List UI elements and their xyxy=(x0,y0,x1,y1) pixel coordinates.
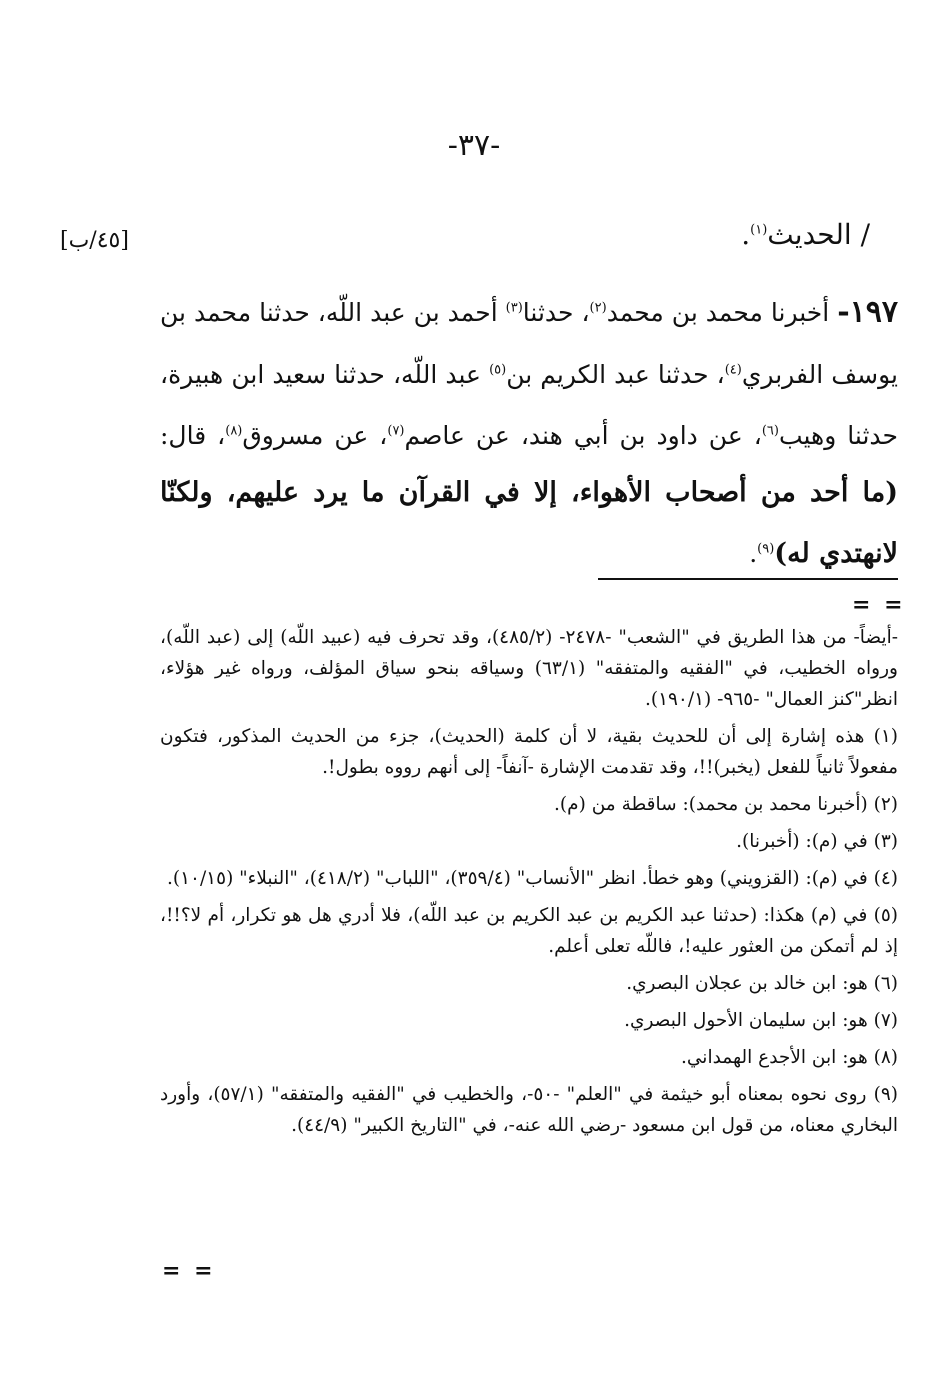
footnote-ref: (٨) xyxy=(225,423,243,439)
footnote-4: (٤) في (م): (القزويني) وهو خطأ. انظر "الأنساب" (٣٥٩/٤)، "اللباب" (٤١٨/٢)، "النبلاء" (١٠/١٥). xyxy=(166,868,898,889)
footnote-ref: (٧) xyxy=(387,423,405,439)
footnote-ref: (٥) xyxy=(489,362,507,378)
hadith-text: ، حدثنا xyxy=(522,298,590,328)
hadith-text: ، حدثنا عبد الكريم بن xyxy=(506,359,725,389)
footnote-continuation: -أيضاً- من هذا الطريق في "الشعب" -٢٤٧٨- (٤٨٥/٢)، وقد تحرف فيه (عبيد اللّه) إلى (عبد اللّه)، ورواه الخطيب، في "الفقيه والمتفقه" (٦٣/١) وسياقه بنحو سياق المؤلف، ورواه غير هؤلاء، انظر"كنز العمال" -٩٦٥- (١٩٠/١). xyxy=(160,627,898,710)
page-number: -٣٧- xyxy=(447,128,501,163)
footnotes xyxy=(160,622,898,1141)
hadith-text: . xyxy=(749,539,758,569)
footnote-1: (١) هذه إشارة إلى أن للحديث بقية، لا أن كلمة (الحديث)، جزء من الحديث المذكور، فتكون مفعولاً ثانياً للفعل (يخبر)!!، وقد تقدمت الإشارة -آنفاً- إلى أنهم رووه بطول!. xyxy=(160,726,898,778)
section-heading-text: / الحديث xyxy=(767,218,870,251)
footnote-8: (٨) هو: ابن الأجدع الهمداني. xyxy=(681,1047,898,1068)
hadith-body xyxy=(160,298,898,568)
footnote-ref: (٩) xyxy=(757,541,775,557)
hadith-paragraph xyxy=(160,280,898,582)
footnote-5: (٥) في (م) هكذا: (حدثنا عبد الكريم بن عبد الكريم بن عبد اللّه)، فلا أدري هل هو تكرار، أم لا؟!!، إذ لم أتمكن من العثور عليه!، فاللّه تعلى أعلم. xyxy=(160,905,898,957)
footnote-3: (٣) في (م): (أخبرنا). xyxy=(736,831,898,852)
section-heading-end: . xyxy=(741,218,751,251)
footnote-divider xyxy=(598,578,898,580)
footnote-ref: (٦) xyxy=(761,423,779,439)
footnote-ref: (١) xyxy=(750,222,768,238)
hadith-number: ١٩٧- xyxy=(837,294,898,330)
footnote-2: (٢) (أخبرنا محمد بن محمد): ساقطة من (م). xyxy=(554,794,898,815)
footnote-ref: (٢) xyxy=(589,301,607,316)
hadith-text: أخبرنا محمد بن محمد xyxy=(606,298,838,328)
hadith-text: ، عن مسروق xyxy=(242,420,388,450)
hadith-text: أحمد بن عبد اللّه، حدثنا محمد بن يوسف الفربري xyxy=(160,298,898,389)
hadith-matn: (ما أحد من أصحاب الأهواء، إلا في القرآن ما يرد عليهم، ولكنّا لانهتدي له) xyxy=(160,476,898,570)
continuation-mark-top: = = xyxy=(852,592,906,618)
footnote-7: (٧) هو: ابن سليمان الأحول البصري. xyxy=(624,1010,898,1031)
hadith-text: ، قال: xyxy=(160,420,226,450)
continuation-mark-bottom: = = xyxy=(162,1258,216,1284)
footnote-ref: (٤) xyxy=(724,362,742,378)
section-heading xyxy=(741,218,870,251)
hadith-text: عبد اللّه، حدثنا سعيد ابن هبيرة، حدثنا وهيب xyxy=(160,359,898,450)
folio-marker: [٤٥/ب] xyxy=(60,228,129,253)
hadith-text: ، عن داود بن أبي هند، عن عاصم xyxy=(404,420,762,450)
footnote-6: (٦) هو: ابن خالد بن عجلان البصري. xyxy=(626,973,898,994)
footnote-ref: (٣) xyxy=(505,301,523,316)
footnote-9: (٩) روى نحوه بمعناه أبو خيثمة في "العلم" -٥٠-، والخطيب في "الفقيه والمتفقه" (٥٧/١)، وأورد البخاري معناه، من قول ابن مسعود -رضي الله عنه-، في "التاريخ الكبير" (٤٤/٩). xyxy=(160,1084,899,1136)
